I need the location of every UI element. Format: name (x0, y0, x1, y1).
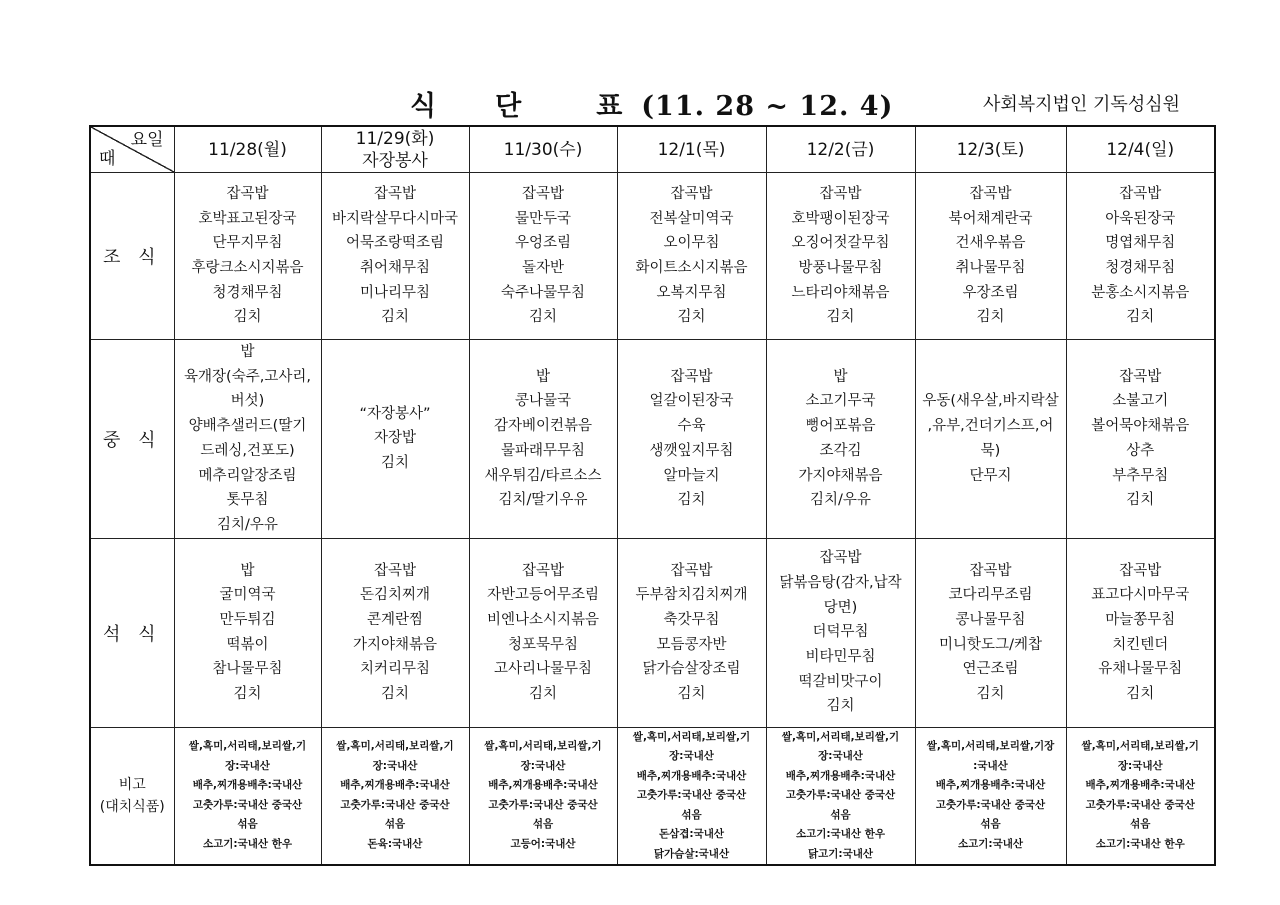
menu-item: 고사리나물무침 (493, 661, 593, 678)
menu-table (89, 125, 1216, 866)
menu-item: 우동(새우살,바지락살 (922, 393, 1059, 410)
menu-item: 잡곡밥 (1119, 562, 1162, 579)
menu-item: 호박팽이된장국 (791, 210, 890, 227)
menu-item: 밥 (833, 368, 848, 385)
menu-item: 청경채무침 (1105, 260, 1176, 276)
day-header: 11/30(수) (469, 126, 617, 173)
menu-item: 마늘쫑무침 (1105, 611, 1176, 628)
menu-item: 김치 (528, 686, 557, 703)
menu-item: “자장봉사” (359, 405, 431, 422)
dinner-row (90, 538, 1215, 727)
menu-item: 돈김치찌개 (359, 587, 431, 604)
menu-item: 청경채무침 (212, 284, 283, 301)
menu-cell (321, 173, 469, 340)
breakfast-row (90, 173, 1215, 340)
menu-item: 물만두국 (514, 210, 572, 227)
menu-cell (321, 538, 469, 727)
menu-item: 북어채계란국 (948, 210, 1033, 227)
menu-cell (766, 173, 915, 340)
menu-item: 고등어:국내산 (510, 837, 576, 850)
menu-item: 잡곡밥 (226, 185, 269, 202)
menu-item: 김치 (826, 698, 855, 715)
menu-item: 섞음 (980, 818, 1001, 831)
menu-item: 쌀,흑미,서리태,보리쌀,기 (1081, 740, 1199, 753)
menu-cell (469, 340, 617, 539)
menu-item: 감자베이컨볶음 (493, 418, 593, 435)
menu-item: ,유부,건더기스프,어 (927, 418, 1054, 435)
menu-item: 고춧가루:국내산 중국산 (935, 798, 1046, 811)
menu-item: 쌀,흑미,서리태,보리쌀,기 (781, 730, 900, 743)
menu-item: 유채나물무침 (1098, 661, 1183, 678)
note-cell (321, 727, 469, 865)
menu-item: 얼갈이된장국 (649, 393, 734, 410)
menu-item: 어묵조랑떡조림 (345, 235, 445, 252)
menu-item: 콩나물국 (514, 393, 572, 410)
menu-item: 배추,찌개용배추:국내산 (1085, 779, 1196, 792)
menu-item: 건새우볶음 (955, 235, 1026, 252)
menu-item: 김치 (826, 309, 855, 326)
menu-item: 비타민무침 (805, 648, 876, 665)
menu-item: 가지야채볶음 (352, 636, 438, 653)
menu-item: 김치/딸기우유 (498, 492, 588, 509)
note-cell (469, 727, 617, 865)
menu-item: 미니핫도그/케찹 (939, 636, 1042, 653)
menu-item: 김치/우유 (810, 492, 871, 509)
menu-cell (617, 538, 766, 727)
menu-item: 양배추샐러드(딸기 (188, 418, 307, 435)
menu-item: 김치 (1126, 686, 1155, 703)
menu-item: 고춧가루:국내산 중국산 (636, 789, 747, 802)
title-date-range: (11. 28 ~ 12. 4) (641, 91, 894, 122)
menu-cell (915, 340, 1066, 539)
menu-item: 김치 (528, 309, 557, 326)
note-cell (766, 727, 915, 865)
menu-item: 배추,찌개용배추:국내산 (192, 779, 303, 792)
menu-item: 후랑크소시지볶음 (191, 260, 304, 276)
note-cell (915, 727, 1066, 865)
menu-item: 배추,찌개용배추:국내산 (488, 779, 598, 792)
corner-cell (90, 126, 174, 173)
menu-cell (469, 173, 617, 340)
menu-item: 전복살미역국 (649, 210, 734, 227)
menu-item: 치커리무침 (359, 661, 431, 678)
menu-cell (1066, 173, 1215, 340)
menu-item: 잡곡밥 (670, 185, 713, 202)
menu-cell (1066, 340, 1215, 539)
menu-item: 잡곡밥 (373, 562, 417, 579)
menu-item: 숙주나물무침 (500, 284, 586, 301)
menu-cell (915, 173, 1066, 340)
corner-day-label: 요일 (130, 130, 164, 150)
menu-item: 미나리무침 (359, 284, 431, 301)
menu-item: 장:국내산 (818, 750, 863, 763)
menu-item: 김치 (1126, 492, 1155, 509)
menu-item: 모듬콩자반 (656, 636, 727, 653)
menu-item: 떡볶이 (226, 636, 269, 653)
menu-cell (617, 173, 766, 340)
menu-item: 쌀,흑미,서리태,보리쌀,기 (188, 740, 307, 753)
note-cell (174, 727, 321, 865)
menu-item: 코다리무조림 (948, 587, 1033, 604)
menu-item: 느타리야채볶음 (791, 284, 890, 301)
menu-cell (766, 538, 915, 727)
menu-item: 바지락살무다시마국 (331, 210, 459, 227)
menu-cell (174, 173, 321, 340)
menu-item: 알마늘지 (663, 467, 720, 484)
menu-item: 고춧가루:국내산 중국산 (785, 789, 896, 802)
menu-item: 명엽채무침 (1105, 235, 1176, 252)
menu-item: 김치 (233, 686, 262, 703)
menu-item: 돌자반 (521, 260, 565, 276)
menu-item: 닭볶음탕(감자,납작 (779, 574, 902, 591)
menu-cell (617, 340, 766, 539)
menu-item: 섞음 (532, 818, 554, 831)
menu-item: 잡곡밥 (521, 562, 565, 579)
menu-item: 섞음 (830, 808, 851, 821)
menu-item: 수육 (677, 418, 706, 435)
menu-item: 단무지 (969, 467, 1012, 484)
menu-cell (1066, 538, 1215, 727)
menu-item: 오징어젓갈무침 (791, 235, 890, 252)
note-cell (617, 727, 766, 865)
header-row (90, 126, 1215, 173)
menu-item: 소고기:국내산 한우 (203, 837, 292, 850)
day-header: 12/4(일) (1066, 126, 1215, 173)
row-label: 중 식 (90, 340, 174, 539)
menu-item: 김치 (976, 686, 1005, 703)
menu-item: 우엉조림 (514, 235, 572, 252)
menu-item: 부추무침 (1112, 467, 1169, 484)
menu-cell (174, 538, 321, 727)
menu-item: 소불고기 (1112, 393, 1169, 410)
menu-item: 방풍나물무침 (798, 260, 883, 276)
menu-item: 닭고기:국내산 (807, 847, 874, 860)
menu-item: 비엔나소시지볶음 (486, 611, 600, 628)
menu-item: 김치 (1126, 309, 1155, 326)
menu-item: 소고기:국내산 (957, 837, 1024, 850)
menu-item: 자장밥 (373, 430, 417, 447)
page-title (410, 84, 893, 123)
menu-item: 장:국내산 (225, 759, 270, 772)
menu-cell (915, 538, 1066, 727)
menu-cell (321, 340, 469, 539)
menu-item: 배추,찌개용배추:국내산 (636, 769, 747, 782)
menu-item: 김치 (380, 455, 409, 472)
menu-item: 분홍소시지볶음 (1091, 284, 1190, 301)
menu-item: 만두튀김 (219, 611, 276, 628)
menu-item: 자반고등어무조림 (486, 587, 600, 604)
menu-item: 굴미역국 (219, 587, 276, 604)
row-label: 조 식 (90, 173, 174, 340)
menu-item: 오복지무침 (656, 284, 727, 301)
menu-item: 닭가슴살:국내산 (653, 847, 730, 860)
menu-item: 잡곡밥 (969, 562, 1012, 579)
menu-item: 두부참치김치찌개 (635, 587, 748, 604)
menu-item: 취어채무침 (359, 260, 431, 276)
menu-item: 섞음 (384, 818, 406, 831)
menu-item: 잡곡밥 (670, 368, 713, 385)
menu-item: 돈삼겹:국내산 (658, 828, 725, 841)
menu-item: 상추 (1126, 442, 1155, 459)
menu-item: 밥 (240, 344, 255, 360)
lunch-row (90, 340, 1215, 539)
row-label: 비고 (대치식품) (90, 727, 174, 865)
note-row (90, 727, 1215, 865)
menu-item: 장:국내산 (1117, 759, 1163, 772)
menu-item: 축갓무침 (663, 611, 720, 628)
corner-meal-label: 때 (99, 149, 116, 169)
menu-item: 단무지무침 (212, 235, 283, 252)
menu-item: 잡곡밥 (373, 185, 417, 202)
menu-item: 잡곡밥 (670, 562, 713, 579)
menu-item: 연근조림 (962, 661, 1019, 678)
menu-item: 청포묵무침 (507, 636, 579, 653)
menu-item: 볼어묵야채볶음 (1091, 418, 1190, 435)
day-header: 12/3(토) (915, 126, 1066, 173)
menu-item: 장:국내산 (520, 759, 566, 772)
menu-cell (174, 340, 321, 539)
title-char: 식 (410, 91, 438, 122)
day-header: 12/1(목) (617, 126, 766, 173)
row-label: 석 식 (90, 538, 174, 727)
menu-item: 호박표고된장국 (198, 210, 297, 227)
day-header: 11/28(월) (174, 126, 321, 173)
menu-item: 표고다시마무국 (1091, 587, 1190, 604)
menu-item: 섞음 (681, 808, 702, 821)
menu-item: 소고기:국내산 한우 (796, 828, 885, 841)
menu-item: 배추,찌개용배추:국내산 (935, 779, 1046, 792)
menu-item: 당면) (823, 599, 858, 616)
menu-item: 닭가슴살장조림 (642, 661, 741, 678)
menu-item: 묵) (980, 442, 1001, 459)
menu-item: 육개장(숙주,고사리, (184, 368, 311, 385)
menu-item: 오이무침 (663, 235, 720, 252)
menu-item: 참나물무침 (212, 661, 283, 678)
menu-item: 잡곡밥 (521, 185, 565, 202)
menu-item: 콩나물무침 (955, 611, 1026, 628)
menu-item: 고춧가루:국내산 중국산 (340, 798, 450, 811)
menu-item: 쌀,흑미,서리태,보리쌀,기 (632, 730, 751, 743)
menu-item: 김치/우유 (217, 516, 278, 533)
day-header (321, 126, 469, 173)
menu-item: 김치 (233, 309, 262, 326)
menu-item: 잡곡밥 (1119, 368, 1162, 385)
menu-item: 메추리알장조림 (198, 467, 297, 484)
menu-item: 콘계란찜 (366, 611, 424, 628)
menu-item: 김치 (380, 309, 409, 326)
menu-item: 장:국내산 (669, 750, 714, 763)
menu-item: 밥 (240, 562, 255, 579)
menu-item: 고춧가루:국내산 중국산 (192, 798, 303, 811)
menu-item: 드레싱,건포도) (200, 442, 295, 459)
menu-item: 잡곡밥 (969, 185, 1012, 202)
menu-item: :국내산 (973, 759, 1008, 772)
title-char: 단 (495, 91, 523, 122)
title-char: 표 (596, 91, 624, 122)
menu-item: 김치 (677, 309, 706, 326)
menu-item: 고춧가루:국내산 중국산 (488, 798, 598, 811)
menu-item: 돈육:국내산 (367, 837, 423, 850)
menu-item: 조각김 (819, 442, 862, 459)
menu-item: 아욱된장국 (1105, 210, 1176, 227)
menu-item: 톳무침 (226, 492, 269, 509)
menu-item: 잡곡밥 (819, 550, 862, 567)
menu-item: 김치 (380, 686, 409, 703)
menu-item: 소고기:국내산 한우 (1095, 837, 1185, 850)
menu-item: 배추,찌개용배추:국내산 (785, 769, 896, 782)
menu-item: 물파래무무침 (500, 442, 586, 459)
menu-cell (469, 538, 617, 727)
menu-item: 고춧가루:국내산 중국산 (1085, 798, 1195, 811)
menu-item: 김치 (677, 686, 706, 703)
menu-item: 생깻잎지무침 (649, 442, 734, 459)
menu-item: 소고기무국 (805, 393, 876, 410)
menu-item: 우장조림 (962, 284, 1019, 301)
menu-item: 쌀,흑미,서리태,보리쌀,기 (336, 740, 454, 753)
menu-item: 쌀,흑미,서리태,보리쌀,기 (484, 740, 602, 753)
day-header: 12/2(금) (766, 126, 915, 173)
day-header-text: 11/29(화) 자장봉사 (355, 128, 435, 171)
menu-cell (766, 340, 915, 539)
menu-item: 장:국내산 (372, 759, 418, 772)
menu-item: 버섯) (230, 393, 265, 410)
menu-item: 밥 (535, 368, 550, 385)
menu-item: 뻥어포볶음 (805, 418, 876, 435)
note-cell (1066, 727, 1215, 865)
menu-item: 쌀,흑미,서리태,보리쌀,기장 (926, 740, 1055, 753)
menu-item: 섞음 (237, 818, 258, 831)
menu-item: 치킨텐더 (1112, 636, 1169, 653)
menu-item: 더덕무침 (812, 624, 869, 641)
organization-name: 사회복지법인 기독성심원 (983, 94, 1180, 115)
menu-item: 새우튀김/타르소스 (484, 467, 602, 484)
menu-item: 취나물무침 (955, 260, 1026, 276)
menu-item: 김치 (976, 309, 1005, 326)
menu-item: 잡곡밥 (819, 185, 862, 202)
menu-item: 김치 (677, 492, 706, 509)
menu-item: 잡곡밥 (1119, 185, 1162, 202)
menu-item: 떡갈비맛구이 (798, 673, 883, 690)
menu-item: 화이트소시지볶음 (635, 260, 748, 276)
menu-item: 배추,찌개용배추:국내산 (340, 779, 450, 792)
menu-item: 가지야채볶음 (798, 467, 883, 484)
menu-item: 섞음 (1130, 818, 1151, 831)
